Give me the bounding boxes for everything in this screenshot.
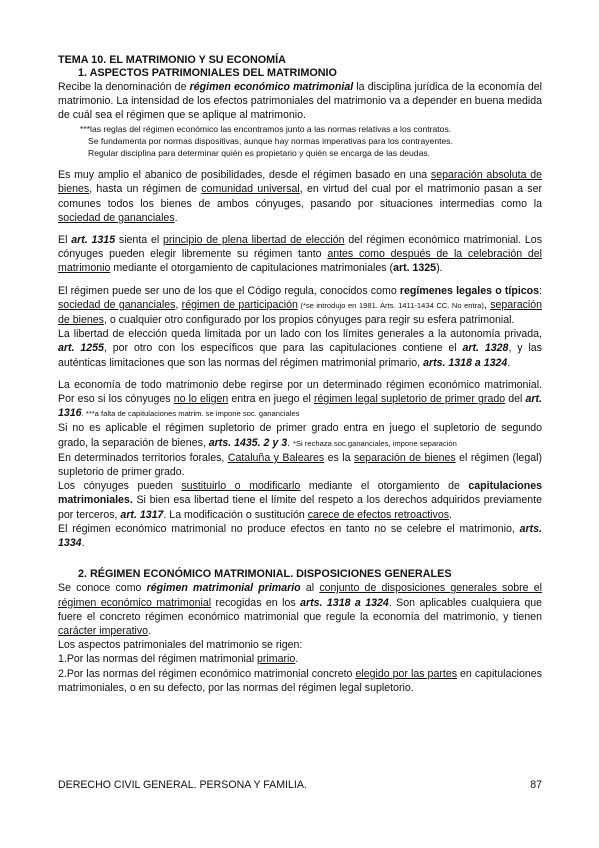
paragraph-12: Los aspectos patrimoniales del matrimonio se rigen: <box>58 639 303 652</box>
page-title: TEMA 10. EL MATRIMONIO Y SU ECONOMÍA <box>58 54 286 66</box>
footer-title: DERECHO CIVIL GENERAL. PERSONA Y FAMILIA. <box>58 779 307 791</box>
paragraph-9: Los cónyuges pueden sustituirlo o modificarlo mediante el otorgamiento de capitulaciones matrimoniales. Si bien esa libertad tiene el límite del respeto a los derechos adquiridos previamente por terceros, art. 1317. La modificación o sustitución carece de efectos retroactivos. <box>58 480 542 521</box>
paragraph-8: En determinados territorios forales, Cataluña y Baleares es la separación de bienes el régimen (legal) supletorio de primer grado. <box>58 451 542 479</box>
paragraph-7: Si no es aplicable el régimen supletorio de primer grado entra en juego el supletorio de segundo grado, la separación de bienes, arts. 1435. 2 y 3. *Si rechaza soc.gananciales, impone separación <box>58 422 542 449</box>
list-item-2: 2.Por las normas del régimen económico matrimonial concreto elegido por las partes en capitulaciones matrimoniales, o en su defecto, por las normas del régimen legal supletorio. <box>58 667 542 694</box>
section-heading-1: 1. ASPECTOS PATRIMONIALES DEL MATRIMONIO <box>78 67 337 79</box>
paragraph-10: El régimen económico matrimonial no produce efectos en tanto no se celebre el matrimonio, arts. 1334. <box>58 522 542 550</box>
note-line: ***las reglas del régimen económico las encontramos junto a las normas relativas a los contratos. <box>80 123 452 134</box>
note-line: Regular disciplina para determinar quién es propietario y quién se encarga de las deudas. <box>88 148 431 159</box>
paragraph-3: El art. 1315 sienta el principio de plena libertad de elección del régimen económico matrimonial. Los cónyuges pueden elegir libremente su régimen tanto antes como después de la celebración del matrimonio mediante el otorgamiento de capitulaciones matrimoniales (art. 1325). <box>58 234 542 275</box>
note-line: Se fundamenta por normas dispositivas, aunque hay normas imperativas para los contrayentes. <box>88 135 453 146</box>
paragraph-6: La economía de todo matrimonio debe regirse por un determinado régimen económico matrimonial. Por eso si los cónyuges no lo eligen entra en juego el régimen legal supletorio de primer grado del art. 1316. ***a falta de capitulaciones matrim. se impone soc. gananciales <box>58 378 543 420</box>
paragraph-2: Es muy amplio el abanico de posibilidades, desde el régimen basado en una separación absoluta de bienes, hasta un régimen de comunidad universal, en virtud del cual por el matrimonio pasan a ser comunes todos los bienes de ambos cónyuges, pasando por situaciones intermedias como la sociedad de gananciales. <box>58 169 543 224</box>
list-item-1: 1.Por las normas del régimen matrimonial primario. <box>58 653 299 666</box>
paragraph-11: Se conoce como régimen matrimonial primario al conjunto de disposiciones generales sobre el régimen económico matrimonial recogidas en los arts. 1318 a 1324. Son aplicables cualquiera que fuere el concreto régimen económico matrimonial que regule la economía del matrimonio, y tienen carácter imperativo. <box>58 582 543 637</box>
document-page <box>58 54 542 695</box>
paragraph-5: La libertad de elección queda limitada por un lado con los límites generales a la autonomía privada, art. 1255, por otro con los específicos que para las capitulaciones contiene el art. 1328, y las auténticas limitaciones que son las normas del régimen matrimonial primario, arts. 1318 a 1324. <box>58 328 542 369</box>
page-footer <box>58 779 542 791</box>
paragraph-1: Recibe la denominación de régimen económico matrimonial la disciplina jurídica de la economía del matrimonio. La intensidad de los efectos patrimoniales del matrimonio va a depender en buena medida de cuál sea el régimen que se aplique al matrimonio. <box>58 81 542 122</box>
page-number: 87 <box>530 779 542 791</box>
note-block <box>80 123 542 160</box>
paragraph-4: El régimen puede ser uno de los que el Código regula, conocidos como regímenes legales o típicos: sociedad de gananciales, régimen de participación (*se introdujo en 1981. Arts. 1411-1434 CC. No entra), separación de bienes, o cualquier otro configurado por los propios cónyuges para regir su esfera patrimonial. <box>58 284 543 327</box>
section-heading-2: 2. RÉGIMEN ECONÓMICO MATRIMONIAL. DISPOSICIONES GENERALES <box>78 568 452 581</box>
